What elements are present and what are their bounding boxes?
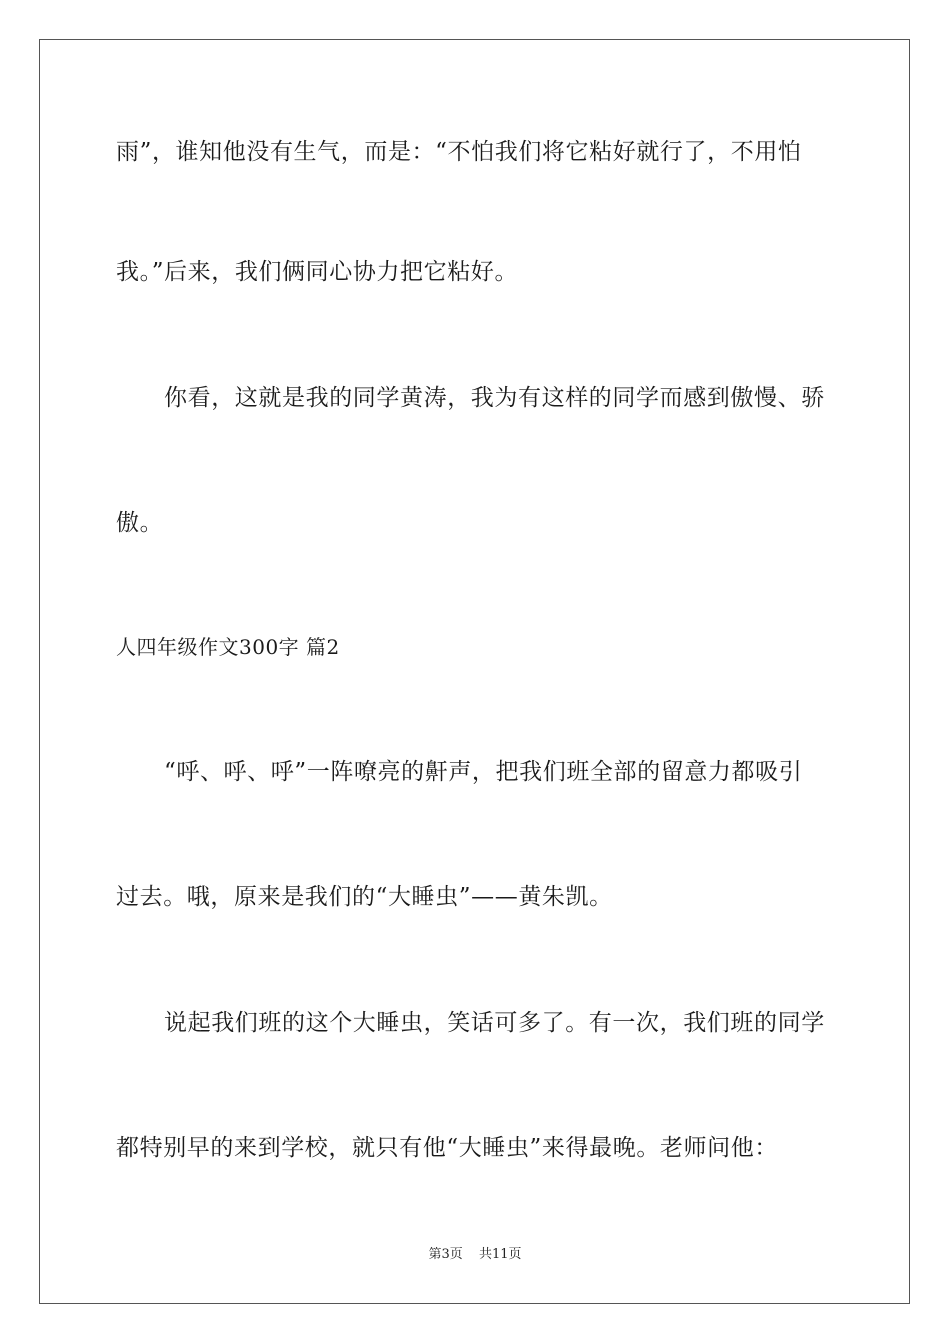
paragraph-line-6: 过去。哦，原来是我们的“大睡虫”——黄朱凯。: [116, 884, 613, 910]
paragraph-line-7: 说起我们班的这个大睡虫，笑话可多了。有一次，我们班的同学: [164, 1010, 825, 1036]
paragraph-line-2: 我。”后来，我们俩同心协力把它粘好。: [116, 259, 519, 285]
paragraph-line-5: “呼、呼、呼”一阵嘹亮的鼾声，把我们班全部的留意力都吸引: [164, 759, 803, 785]
paragraph-line-1: 雨”，谁知他没有生气，而是：“不怕我们将它粘好就行了，不用怕: [116, 139, 802, 165]
section-heading: 人四年级作文300字 篇2: [116, 635, 340, 659]
page-border: [39, 39, 910, 1304]
paragraph-line-3: 你看，这就是我的同学黄涛，我为有这样的同学而感到傲慢、骄: [164, 385, 825, 411]
paragraph-line-8: 都特别早的来到学校，就只有他“大睡虫”来得最晚。老师问他：: [116, 1135, 778, 1161]
page-number: 第3页: [428, 1247, 463, 1262]
page-total: 共11页: [478, 1247, 522, 1262]
paragraph-line-4: 傲。: [116, 510, 164, 536]
page-footer: [0, 1246, 950, 1264]
